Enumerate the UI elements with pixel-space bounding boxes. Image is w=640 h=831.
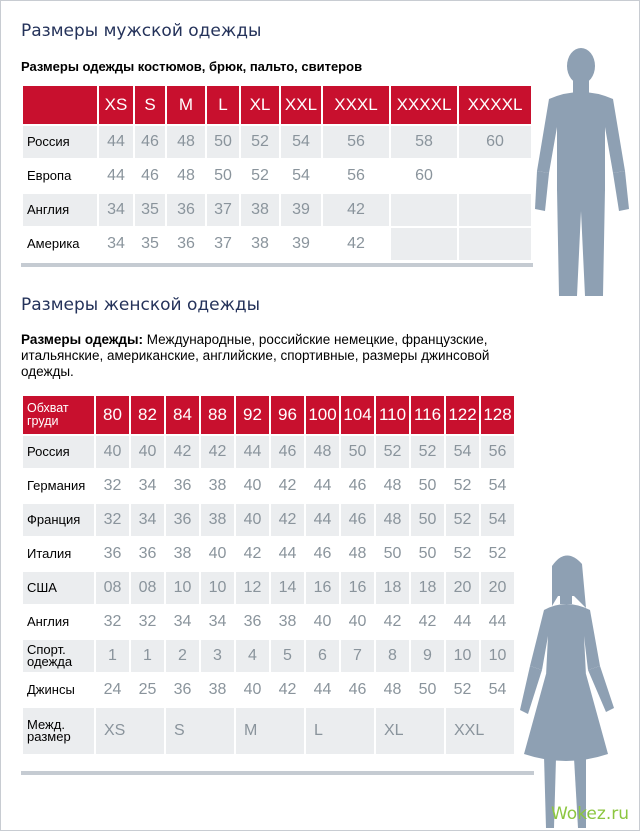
men-size-cell: 37	[207, 194, 239, 226]
women-table-row	[23, 470, 514, 502]
women-size-cell: 18	[376, 572, 409, 604]
women-size-cell: 42	[271, 470, 304, 502]
women-size-cell: 52	[446, 538, 479, 570]
men-size-cell: 48	[167, 126, 205, 158]
men-size-header: XXL	[281, 86, 321, 124]
women-size-cell: 20	[446, 572, 479, 604]
women-size-cell: 14	[271, 572, 304, 604]
women-description-bold: Размеры одежды:	[21, 332, 144, 347]
women-size-cell: 10	[481, 640, 514, 672]
men-size-header: XL	[241, 86, 279, 124]
women-row-label: Джинсы	[23, 674, 94, 706]
women-size-cell: 10	[201, 572, 234, 604]
chest-girth-value: 80	[96, 396, 129, 434]
international-size-cell: XL	[376, 708, 444, 754]
women-size-cell: 7	[341, 640, 374, 672]
woman-silhouette-icon	[516, 546, 636, 831]
men-size-cell	[459, 194, 531, 226]
women-size-cell: 36	[166, 470, 199, 502]
men-row-label: Россия	[23, 126, 97, 158]
men-size-cell: 44	[99, 160, 133, 192]
women-table-row	[23, 538, 514, 570]
men-size-header: S	[135, 86, 165, 124]
women-size-cell: 50	[411, 504, 444, 536]
women-size-cell: 52	[411, 436, 444, 468]
men-size-cell: 58	[391, 126, 457, 158]
chest-girth-value: 104	[341, 396, 374, 434]
women-size-cell: 44	[446, 606, 479, 638]
women-size-cell: 34	[131, 470, 164, 502]
women-table-row	[23, 504, 514, 536]
men-header-row	[23, 86, 531, 124]
men-size-cell: 52	[241, 126, 279, 158]
women-size-cell: 54	[481, 504, 514, 536]
women-size-cell: 44	[306, 674, 339, 706]
men-size-cell: 38	[241, 194, 279, 226]
women-size-cell: 36	[236, 606, 269, 638]
women-size-cell: 40	[341, 606, 374, 638]
chest-girth-value: 82	[131, 396, 164, 434]
women-row-label: Италия	[23, 538, 94, 570]
women-size-cell: 32	[96, 504, 129, 536]
women-size-cell: 44	[306, 470, 339, 502]
women-size-cell: 56	[481, 436, 514, 468]
men-size-cell	[459, 228, 531, 260]
women-size-cell: 24	[96, 674, 129, 706]
women-size-cell: 36	[166, 504, 199, 536]
women-size-cell: 18	[411, 572, 444, 604]
women-section-title: Размеры женской одежды	[21, 295, 261, 315]
men-size-header: XXXXL	[459, 86, 531, 124]
chest-girth-value: 128	[481, 396, 514, 434]
women-size-cell: 52	[376, 436, 409, 468]
chest-girth-value: 110	[376, 396, 409, 434]
men-size-cell: 35	[135, 228, 165, 260]
chest-girth-value: 96	[271, 396, 304, 434]
women-size-cell: 10	[446, 640, 479, 672]
women-size-cell: 9	[411, 640, 444, 672]
women-size-cell: 52	[446, 674, 479, 706]
international-size-row	[23, 708, 514, 754]
women-size-cell: 40	[306, 606, 339, 638]
men-size-header: M	[167, 86, 205, 124]
men-size-cell: 39	[281, 228, 321, 260]
women-size-cell: 46	[306, 538, 339, 570]
women-size-cell: 48	[341, 538, 374, 570]
chest-girth-value: 122	[446, 396, 479, 434]
men-size-cell: 48	[167, 160, 205, 192]
chest-girth-value: 84	[166, 396, 199, 434]
women-size-cell: 5	[271, 640, 304, 672]
women-size-cell: 36	[96, 538, 129, 570]
women-size-cell: 36	[166, 674, 199, 706]
men-size-cell: 38	[241, 228, 279, 260]
women-row-label: Россия	[23, 436, 94, 468]
men-table-row	[23, 194, 531, 226]
women-size-table	[21, 394, 516, 756]
women-size-cell: 1	[96, 640, 129, 672]
men-size-cell: 46	[135, 126, 165, 158]
men-size-cell: 50	[207, 126, 239, 158]
women-size-cell: 48	[376, 470, 409, 502]
women-table-row	[23, 436, 514, 468]
men-row-label: Европа	[23, 160, 97, 192]
women-size-cell: 42	[376, 606, 409, 638]
women-size-cell: 08	[131, 572, 164, 604]
women-table-body	[23, 436, 514, 754]
international-size-cell: XS	[96, 708, 164, 754]
women-size-cell: 46	[341, 674, 374, 706]
women-size-cell: 4	[236, 640, 269, 672]
men-size-cell: 60	[459, 126, 531, 158]
women-size-cell: 20	[481, 572, 514, 604]
men-size-cell: 46	[135, 160, 165, 192]
women-size-cell: 3	[201, 640, 234, 672]
women-size-cell: 40	[236, 674, 269, 706]
women-size-cell: 6	[306, 640, 339, 672]
women-size-cell: 38	[271, 606, 304, 638]
men-table-row	[23, 160, 531, 192]
women-header-row	[23, 396, 514, 434]
men-table-subtitle: Размеры одежды костюмов, брюк, пальто, свитеров	[21, 59, 363, 74]
women-size-cell: 40	[236, 470, 269, 502]
women-size-cell: 42	[271, 674, 304, 706]
men-size-cell: 42	[323, 194, 389, 226]
women-size-cell: 54	[481, 674, 514, 706]
men-size-cell: 54	[281, 126, 321, 158]
women-size-cell: 40	[201, 538, 234, 570]
international-size-cell: XXL	[446, 708, 514, 754]
international-size-label: Межд. размер	[23, 708, 94, 754]
men-size-cell	[391, 228, 457, 260]
women-size-cell: 34	[166, 606, 199, 638]
men-header-corner	[23, 86, 97, 124]
women-row-label: Англия	[23, 606, 94, 638]
men-size-cell: 39	[281, 194, 321, 226]
women-size-cell: 46	[341, 504, 374, 536]
women-size-cell: 42	[271, 504, 304, 536]
international-size-cell: L	[306, 708, 374, 754]
women-size-cell: 32	[131, 606, 164, 638]
women-size-cell: 44	[306, 504, 339, 536]
women-size-cell: 12	[236, 572, 269, 604]
men-size-cell: 52	[241, 160, 279, 192]
women-size-cell: 50	[411, 674, 444, 706]
women-size-cell: 44	[481, 606, 514, 638]
men-row-label: Америка	[23, 228, 97, 260]
international-size-cell: S	[166, 708, 234, 754]
men-row-label: Англия	[23, 194, 97, 226]
men-size-cell	[391, 194, 457, 226]
women-size-cell: 38	[201, 470, 234, 502]
women-size-cell: 52	[446, 504, 479, 536]
men-size-cell: 37	[207, 228, 239, 260]
women-table-bottom-bar	[21, 771, 534, 775]
women-row-label: Германия	[23, 470, 94, 502]
chest-girth-value: 92	[236, 396, 269, 434]
men-size-cell: 36	[167, 194, 205, 226]
men-size-cell: 60	[391, 160, 457, 192]
women-size-cell: 52	[481, 538, 514, 570]
men-size-cell: 34	[99, 228, 133, 260]
men-size-cell: 56	[323, 126, 389, 158]
international-size-cell: M	[236, 708, 304, 754]
women-table-row	[23, 572, 514, 604]
women-size-cell: 50	[411, 538, 444, 570]
women-row-label: США	[23, 572, 94, 604]
chest-girth-value: 100	[306, 396, 339, 434]
men-table-row	[23, 126, 531, 158]
men-size-cell: 34	[99, 194, 133, 226]
women-size-cell: 10	[166, 572, 199, 604]
men-size-header: XXXL	[323, 86, 389, 124]
women-table-row	[23, 640, 514, 672]
women-size-cell: 50	[376, 538, 409, 570]
men-size-cell: 50	[207, 160, 239, 192]
men-size-cell	[459, 160, 531, 192]
chest-girth-header: Обхват груди	[23, 396, 94, 434]
women-size-cell: 46	[271, 436, 304, 468]
men-size-cell: 54	[281, 160, 321, 192]
women-row-label: Франция	[23, 504, 94, 536]
women-row-label: Спорт. одежда	[23, 640, 94, 672]
women-size-cell: 40	[236, 504, 269, 536]
men-size-cell: 56	[323, 160, 389, 192]
women-size-cell: 54	[481, 470, 514, 502]
men-size-header: L	[207, 86, 239, 124]
women-size-cell: 34	[131, 504, 164, 536]
women-size-cell: 42	[166, 436, 199, 468]
women-size-cell: 44	[271, 538, 304, 570]
men-size-cell: 36	[167, 228, 205, 260]
women-size-cell: 2	[166, 640, 199, 672]
women-size-cell: 32	[96, 606, 129, 638]
women-size-cell: 46	[341, 470, 374, 502]
men-size-cell: 44	[99, 126, 133, 158]
women-table-row	[23, 606, 514, 638]
women-size-cell: 42	[411, 606, 444, 638]
men-size-header: XXXXL	[391, 86, 457, 124]
women-description-text: Международные, российские немецкие, французские, итальянские, американские, английские, спортивные, размеры джинсовой одежды.	[21, 332, 490, 379]
women-size-cell: 40	[96, 436, 129, 468]
women-size-cell: 48	[376, 674, 409, 706]
watermark: Wokez.ru	[550, 804, 629, 824]
women-size-cell: 48	[376, 504, 409, 536]
men-table-body	[23, 126, 531, 260]
men-table-row	[23, 228, 531, 260]
women-description	[21, 332, 541, 380]
women-size-cell: 42	[201, 436, 234, 468]
men-size-table	[21, 84, 533, 262]
men-table-bottom-bar	[21, 263, 533, 267]
chest-girth-value: 116	[411, 396, 444, 434]
women-size-cell: 54	[446, 436, 479, 468]
women-size-cell: 52	[446, 470, 479, 502]
women-size-cell: 50	[411, 470, 444, 502]
women-size-cell: 36	[131, 538, 164, 570]
men-size-header: XS	[99, 86, 133, 124]
chest-girth-value: 88	[201, 396, 234, 434]
women-size-cell: 32	[96, 470, 129, 502]
women-size-cell: 40	[131, 436, 164, 468]
women-size-cell: 38	[166, 538, 199, 570]
women-size-cell: 44	[236, 436, 269, 468]
women-size-cell: 50	[341, 436, 374, 468]
women-size-cell: 38	[201, 504, 234, 536]
men-section-title: Размеры мужской одежды	[21, 21, 262, 41]
men-size-cell: 35	[135, 194, 165, 226]
women-size-cell: 48	[306, 436, 339, 468]
women-size-cell: 25	[131, 674, 164, 706]
women-size-cell: 08	[96, 572, 129, 604]
men-size-cell: 42	[323, 228, 389, 260]
women-size-cell: 1	[131, 640, 164, 672]
women-size-cell: 38	[201, 674, 234, 706]
women-size-cell: 34	[201, 606, 234, 638]
women-size-cell: 8	[376, 640, 409, 672]
women-size-cell: 16	[341, 572, 374, 604]
women-size-cell: 16	[306, 572, 339, 604]
women-table-row	[23, 674, 514, 706]
women-size-cell: 42	[236, 538, 269, 570]
